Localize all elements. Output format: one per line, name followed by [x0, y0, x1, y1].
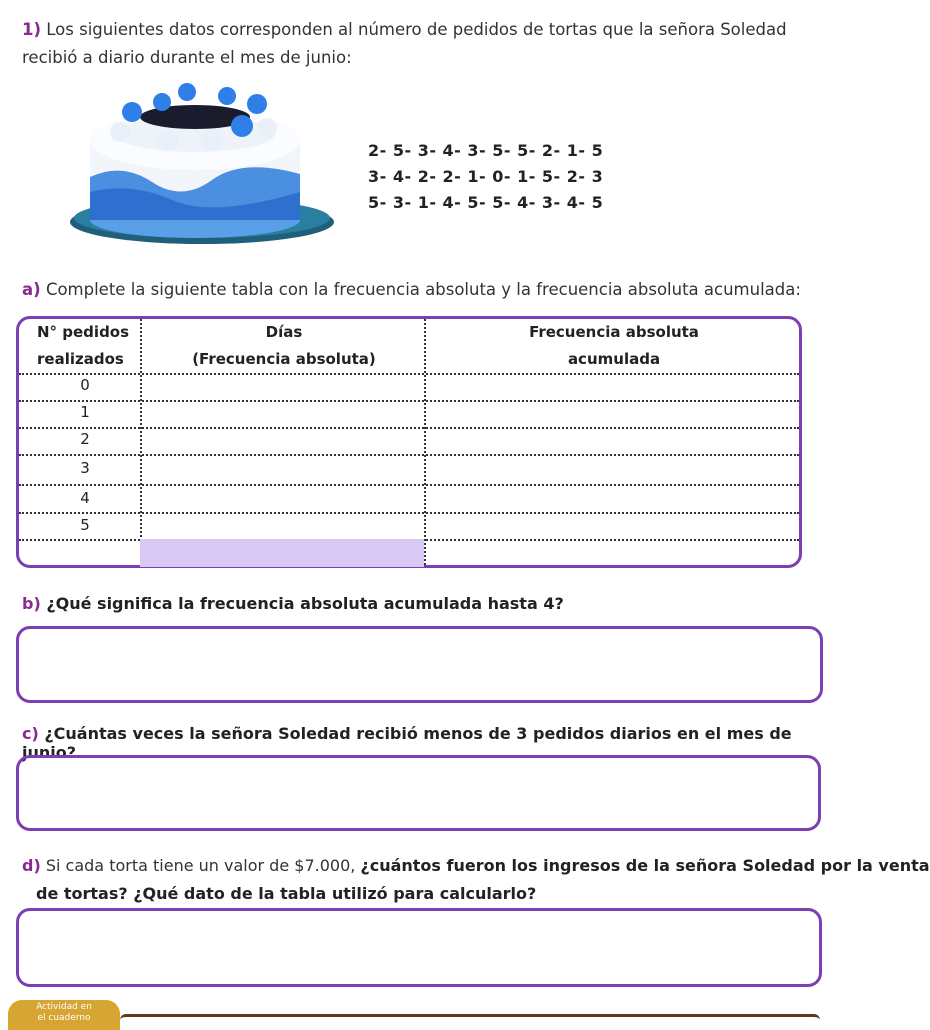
table-divider	[140, 319, 142, 565]
order-data-list	[368, 138, 603, 216]
header-col-cumulative: Frecuencia absoluta acumulada	[529, 323, 699, 368]
notebook-activity-badge: Actividad en el cuaderno	[8, 1000, 120, 1030]
table-row-value: 1	[80, 403, 90, 421]
order-data-row: 5- 3- 1- 4- 5- 5- 4- 3- 4- 5	[368, 193, 604, 212]
question-1	[22, 16, 842, 72]
question-d-text-plain: Si cada torta tiene un valor de $7.000,	[45, 856, 356, 875]
header-col-orders: N° pedidos realizados	[37, 323, 130, 368]
table-row-value: 2	[80, 430, 90, 448]
footer-line	[120, 1014, 820, 1025]
question-d-label: d)	[22, 856, 41, 875]
question-d-text-bold: de tortas? ¿Qué dato de la tabla utilizó para calcularlo?	[36, 884, 537, 903]
question-a-text: Complete la siguiente tabla con la frecuencia absoluta y la frecuencia absoluta acumulada:	[45, 280, 801, 299]
question-b	[22, 594, 564, 613]
question-c-text: ¿Cuántas veces la señora Soledad recibió menos de 3 pedidos diarios en el mes de junio?	[22, 724, 792, 762]
table-divider	[19, 427, 799, 429]
question-c-label: c)	[22, 724, 39, 743]
question-b-label: b)	[22, 594, 41, 613]
question-1-text: Los siguientes datos corresponden al número de pedidos de tortas que la señora Soledad recibió a diario durante el mes de junio:	[22, 20, 787, 67]
question-a-label: a)	[22, 280, 41, 299]
answer-box-b[interactable]	[16, 626, 823, 703]
table-divider	[19, 454, 799, 456]
header-col-days: Días (Frecuencia absoluta)	[192, 323, 376, 368]
table-divider	[19, 400, 799, 402]
question-1-number: 1)	[22, 20, 42, 39]
answer-box-d[interactable]	[16, 908, 822, 987]
answer-box-c[interactable]	[16, 755, 821, 831]
order-data-row: 2- 5- 3- 4- 3- 5- 5- 2- 1- 5	[368, 141, 604, 160]
question-d-text-bold: ¿cuántos fueron los ingresos de la señora Soledad por la venta	[360, 856, 930, 875]
cake-image	[62, 82, 334, 250]
question-d	[22, 852, 930, 908]
question-a	[22, 280, 801, 299]
total-cell-highlight[interactable]	[140, 539, 424, 567]
order-data-row: 3- 4- 2- 2- 1- 0- 1- 5- 2- 3	[368, 167, 604, 186]
table-row-value: 3	[80, 459, 90, 477]
table-divider	[424, 319, 426, 565]
table-row-value: 5	[80, 516, 90, 534]
table-row-value: 0	[80, 376, 90, 394]
table-row-value: 4	[80, 489, 90, 507]
frequency-table	[16, 316, 802, 568]
table-divider	[19, 512, 799, 514]
table-divider	[19, 484, 799, 486]
table-divider	[19, 373, 799, 375]
question-b-text: ¿Qué significa la frecuencia absoluta acumulada hasta 4?	[46, 594, 564, 613]
